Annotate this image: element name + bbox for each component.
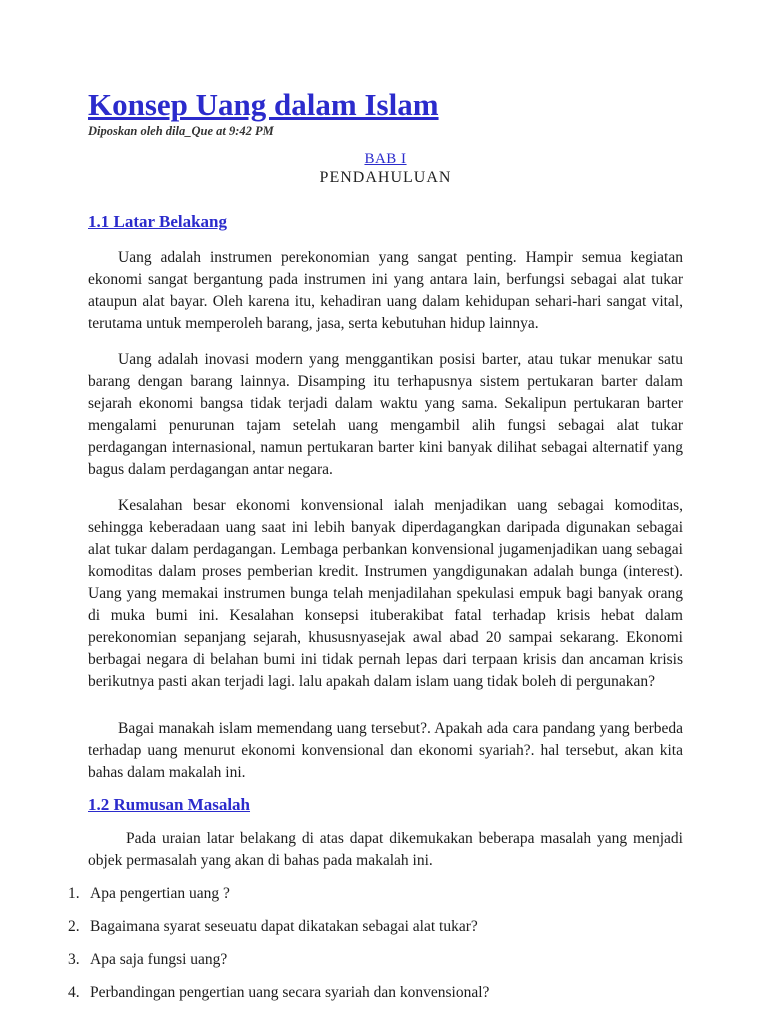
list-item — [68, 982, 683, 1004]
section-rumusan-masalah — [68, 784, 683, 1004]
chapter-link[interactable]: BAB I — [364, 150, 407, 167]
post-byline: Diposkan oleh dila_Que at 9:42 PM — [88, 124, 274, 138]
chapter-block — [88, 150, 683, 187]
section-1-heading-link[interactable]: 1.1 Latar Belakang — [88, 211, 228, 231]
section-2-heading-link[interactable]: 1.2 Rumusan Masalah — [88, 794, 251, 814]
list-item — [68, 949, 683, 971]
paragraph: Kesalahan besar ekonomi konvensional ialah menjadikan uang sebagai komoditas, sehingga keberadaan uang saat ini lebih banyak diperdagangkan daripada digunakan sebagai alat tukar dalam perdagangan. Lembaga perbankan konvensional jugamenjadikan uang sebagai komoditas dalam proses pemberian kredit. Instrumen yangdigunakan adalah bunga (interest). Uang yang memakai instrumen bunga telah menjadilahan spekulasi empuk bagi banyak orang di muka bumi ini. Kesalahan konsepsi ituberakibat fatal terhadap krisis hebat dalam perekonomian sepanjang sejarah, khususnyasejak awal abad 20 sampai sekarang. Ekonomi berbagai negara di belahan bumi ini tidak pernah lepas dari terpaan krisis dan ancaman krisis berikutnya pasti akan terjadi lagi. lalu apakah dalam islam uang tidak boleh di pergunakan? — [88, 496, 683, 690]
paragraph: Bagai manakah islam memendang uang tersebut?. Apakah ada cara pandang yang berbeda terhadap uang menurut ekonomi konvensional dan ekonomi syariah?. hal tersebut, akan kita bahas dalam makalah ini. — [88, 719, 683, 781]
list-item-number: 3. — [68, 950, 80, 968]
paragraph: Uang adalah instrumen perekonomian yang sangat penting. Hampir semua kegiatan ekonomi sangat bergantung pada instrumen ini yang antara lain, berfungsi sebagai alat tukar ataupun alat bayar. Oleh karena itu, kehadiran uang dalam kehidupan sehari-hari sangat vital, terutama untuk memperoleh barang, jasa, serta kebutuhan hidup lainnya. — [88, 248, 683, 332]
list-item-number: 2. — [68, 917, 80, 935]
section-latar-belakang — [88, 187, 683, 784]
list-item-text: Apa pengertian uang ? — [90, 884, 230, 902]
paragraph: Pada uraian latar belakang di atas dapat dikemukakan beberapa masalah yang menjadi objek permasalah yang akan di bahas pada makalah ini. — [88, 829, 683, 869]
list-item — [68, 883, 683, 905]
list-item — [68, 916, 683, 938]
problem-list — [68, 883, 683, 1004]
paragraph: Uang adalah inovasi modern yang menggantikan posisi barter, atau tukar menukar satu barang dengan barang lainnya. Disamping itu terhapusnya sistem pertukaran barter dalam sejarah ekonomi bangsa tidak terjadi dalam waktu yang sama. Sekalipun pertukaran barter mengalami penurunan tajam setelah uang mengambil alih fungsi sebagai alat tukar perdagangan internasional, namun pertukaran barter kini banyak dilihat sebagai alternatif yang bagus dalam perdagangan antar negara. — [88, 350, 683, 478]
list-item-text: Apa saja fungsi uang? — [90, 950, 228, 968]
list-item-number: 1. — [68, 884, 80, 902]
chapter-title: PENDAHULUAN — [319, 168, 452, 186]
list-item-text: Perbandingan pengertian uang secara syariah dan konvensional? — [90, 983, 490, 1001]
post-title-wrap — [88, 86, 683, 123]
list-item-number: 4. — [68, 983, 80, 1001]
list-item-text: Bagaimana syarat seseuatu dapat dikatakan sebagai alat tukar? — [90, 917, 478, 935]
post-title-link[interactable]: Konsep Uang dalam Islam — [88, 87, 439, 122]
